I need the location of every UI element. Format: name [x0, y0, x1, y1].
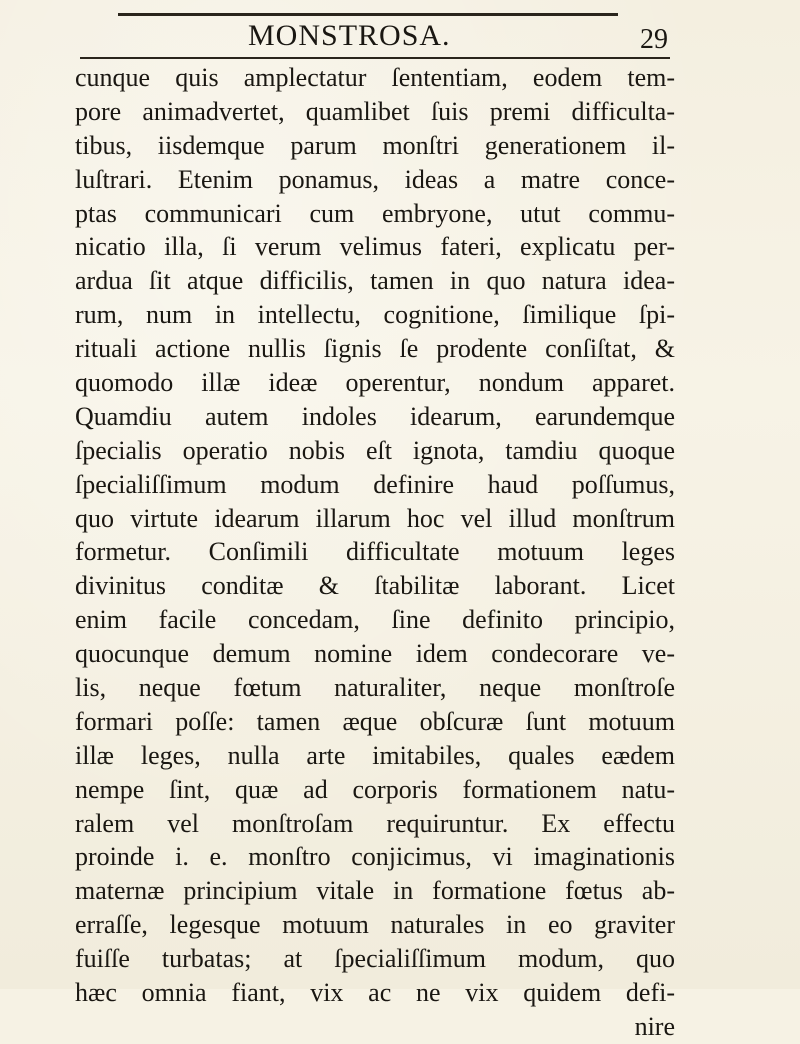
- text-line: quocunque demum nomine idem condecorare ve-: [75, 639, 675, 669]
- text-line: ptas communicari cum embryone, utut commu-: [75, 198, 675, 228]
- text-line: formari poſſe: tamen æque obſcuræ ſunt motuum: [75, 706, 675, 736]
- body-text: [75, 61, 675, 1044]
- text-line: illæ leges, nulla arte imitabiles, quales eædem: [75, 740, 675, 770]
- header-rule: [80, 57, 670, 59]
- text-line: nicatio illa, ſi verum velimus fateri, explicatu per-: [75, 232, 675, 262]
- text-line: proinde i. e. monſtro conjicimus, vi imaginationis: [75, 842, 675, 872]
- text-line: divinitus conditæ & ſtabilitæ laborant. Licet: [75, 571, 675, 601]
- text-line: Quamdiu autem indoles idearum, earundemque: [75, 401, 675, 431]
- text-line: ſpecialis operatio nobis eſt ignota, tamdiu quoque: [75, 435, 675, 465]
- text-line: tibus, iisdemque parum monſtri generationem il-: [75, 130, 675, 160]
- text-line: ardua ſit atque difficilis, tamen in quo natura idea-: [75, 266, 675, 296]
- text-line: cunque quis amplectatur ſententiam, eodem tem-: [75, 63, 675, 92]
- text-line: pore animadvertet, quamlibet ſuis premi difficulta-: [75, 96, 675, 126]
- text-line: ralem vel monſtroſam requiruntur. Ex effectu: [75, 808, 675, 838]
- text-line: rum, num in intellectu, cognitione, ſimilique ſpi-: [75, 300, 675, 330]
- text-line: quo virtute idearum illarum hoc vel illud monſtrum: [75, 503, 675, 533]
- top-border-rule: [118, 13, 618, 16]
- text-line: quomodo illæ ideæ operentur, nondum apparet.: [75, 368, 675, 398]
- text-line: ſpecialiſſimum modum definire haud poſſumus,: [75, 469, 675, 499]
- catchword: nire: [634, 1011, 675, 1041]
- text-line: nempe ſint, quæ ad corporis formationem natu-: [75, 774, 675, 804]
- text-line: maternæ principium vitale in formatione fœtus ab-: [75, 876, 675, 906]
- text-line: lis, neque fœtum naturaliter, neque monſtroſe: [75, 673, 675, 703]
- text-line: fuiſſe turbatas; at ſpecialiſſimum modum, quo: [75, 944, 675, 974]
- page-header: [0, 18, 800, 58]
- text-line: enim facile concedam, ſine definito principio,: [75, 605, 675, 635]
- page-number: 29: [640, 24, 668, 55]
- text-line: rituali actione nullis ſignis ſe prodente conſiſtat, &: [75, 334, 675, 364]
- text-line: hæc omnia fiant, vix ac ne vix quidem defi-: [75, 978, 675, 1008]
- text-line: formetur. Conſimili difficultate motuum leges: [75, 537, 675, 567]
- text-line: luſtrari. Etenim ponamus, ideas a matre conce-: [75, 164, 675, 194]
- running-head: MONSTROSA.: [248, 19, 451, 52]
- text-line: erraſſe, legesque motuum naturales in eo graviter: [75, 910, 675, 940]
